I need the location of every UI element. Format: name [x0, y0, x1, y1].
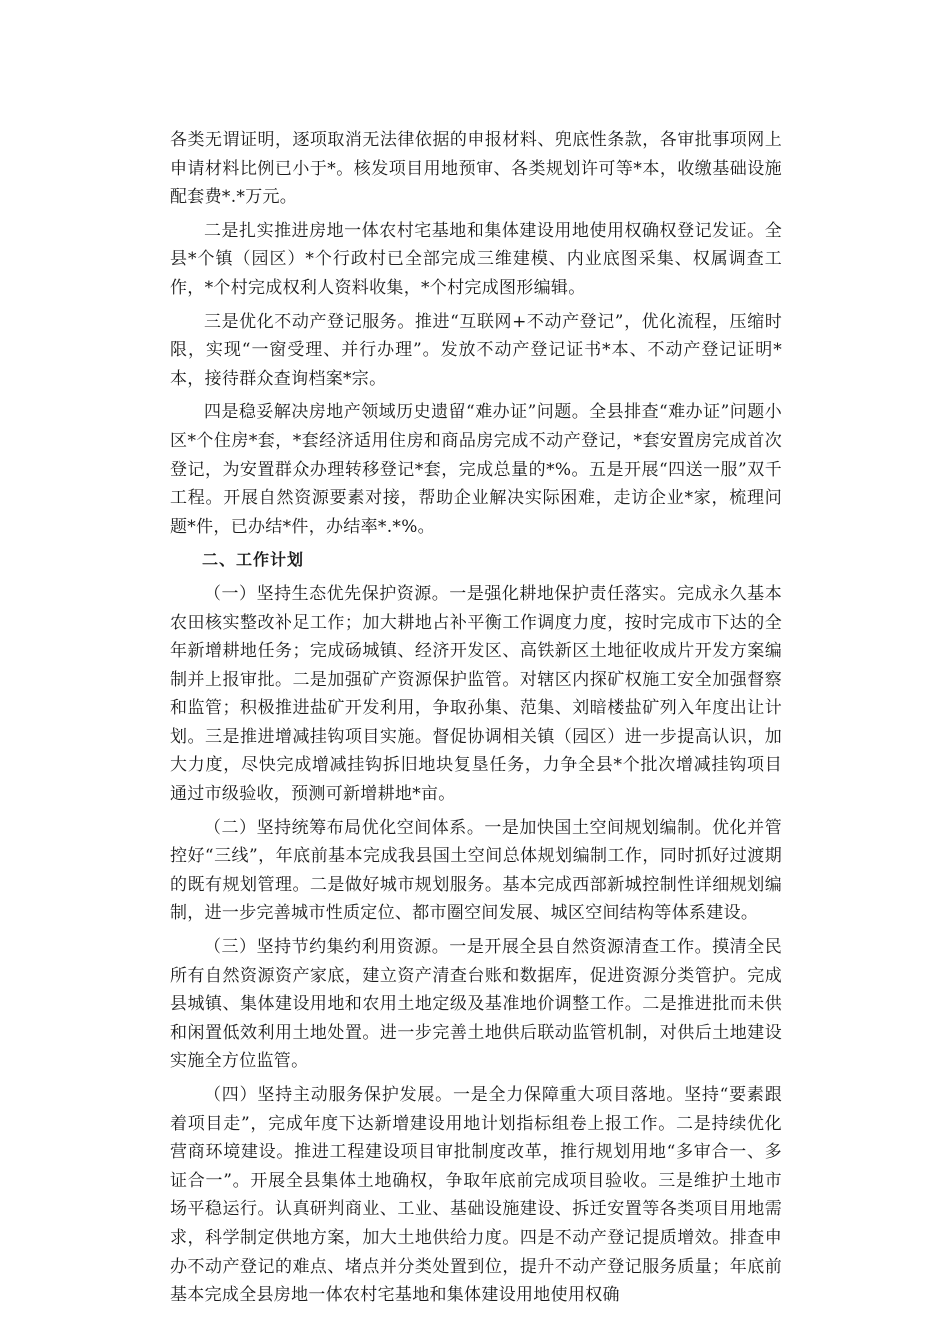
paragraph-registration-service: 三是优化不动产登记服务。推进“互联网+不动产登记”，优化流程，压缩时限，实现“一窗受理、并行办理”。发放不动产登记证书*本、不动产登记证明*本，接待群众查询档案*宗。: [170, 311, 782, 389]
paragraph-continued: 各类无谓证明，逐项取消无法律依据的申报材料、兜底性条款，各审批事项网上申请材料比例已小于*。核发项目用地预审、各类规划许可等*本，收缴基础设施配套费*.*万元。: [170, 130, 782, 208]
section-heading: 二、工作计划: [202, 550, 305, 570]
plan-paragraph-ecology: （一）坚持生态优先保护资源。一是强化耕地保护责任落实。完成永久基本农田核实整改补足工作；加大耕地占补平衡工作调度力度，按时完成市下达的全年新增耕地任务；完成砀城镇、经济开发区、高铁新区土地征收成片开发方案编制并上报审批。二是加强矿产资源保护监管。对辖区内探矿权施工安全加强督察和监管；积极推进盐矿开发利用，争取孙集、范集、刘暗楼盐矿列入年度出让计划。三是推进增减挂钩项目实施。督促协调相关镇（园区）进一步提高认识，加大力度，尽快完成增减挂钩拆旧地块复垦任务，力争全县*个批次增减挂钩项目通过市级验收，预测可新增耕地*亩。: [170, 583, 782, 805]
plan-paragraph-service: （四）坚持主动服务保护发展。一是全力保障重大项目落地。坚持“要素跟着项目走”，完成年度下达新增建设用地计划指标组卷上报工作。二是持续优化营商环境建设。推进工程建设项目审批制度改革，推行规划用地“多审合一、多证合一”。开展全县集体土地确权，争取年底前完成项目验收。三是维护土地市场平稳运行。认真研判商业、工业、基础设施建设、拆迁安置等各类项目用地需求，科学制定供地方案，加大土地供给力度。四是不动产登记提质增效。排查申办不动产登记的难点、堵点并分类处置到位，提升不动产登记服务质量；年底前基本完成全县房地一体农村宅基地和集体建设用地使用权确: [170, 1085, 782, 1306]
document-page: [170, 126, 782, 1315]
plan-paragraph-spatial: （二）坚持统筹布局优化空间体系。一是加快国土空间规划编制。优化并管控好“三线”，年底前基本完成我县国土空间总体规划编制工作，同时抓好过渡期的既有规划管理。二是做好城市规划服务。基本完成西部新城控制性详细规划编制，进一步完善城市性质定位、都市圈空间发展、城区空间结构等体系建设。: [170, 817, 782, 924]
plan-paragraph-resources: （三）坚持节约集约利用资源。一是开展全县自然资源清查工作。摸清全民所有自然资源资产家底，建立资产清查台账和数据库，促进资源分类管护。完成县城镇、集体建设用地和农用土地定级及基准地价调整工作。二是推进批而未供和闲置低效利用土地处置。进一步完善土地供后联动监管机制，对供后土地建设实施全方位监管。: [170, 937, 782, 1072]
paragraph-registration-certification: 二是扎实推进房地一体农村宅基地和集体建设用地使用权确权登记发证。全县*个镇（园区）*个行政村已全部完成三维建模、内业底图采集、权属调查工作，*个村完成权利人资料收集，*个村完成图形编辑。: [170, 220, 782, 298]
paragraph-historical-issues: 四是稳妥解决房地产领域历史遗留“难办证”问题。全县排查“难办证”问题小区*个住房*套，*套经济适用住房和商品房完成不动产登记，*套安置房完成首次登记，为安置群众办理转移登记*套，完成总量的*%。五是开展“四送一服”双千工程。开展自然资源要素对接，帮助企业解决实际困难，走访企业*家，梳理问题*件，已办结*件，办结率*.*%。: [170, 402, 782, 537]
